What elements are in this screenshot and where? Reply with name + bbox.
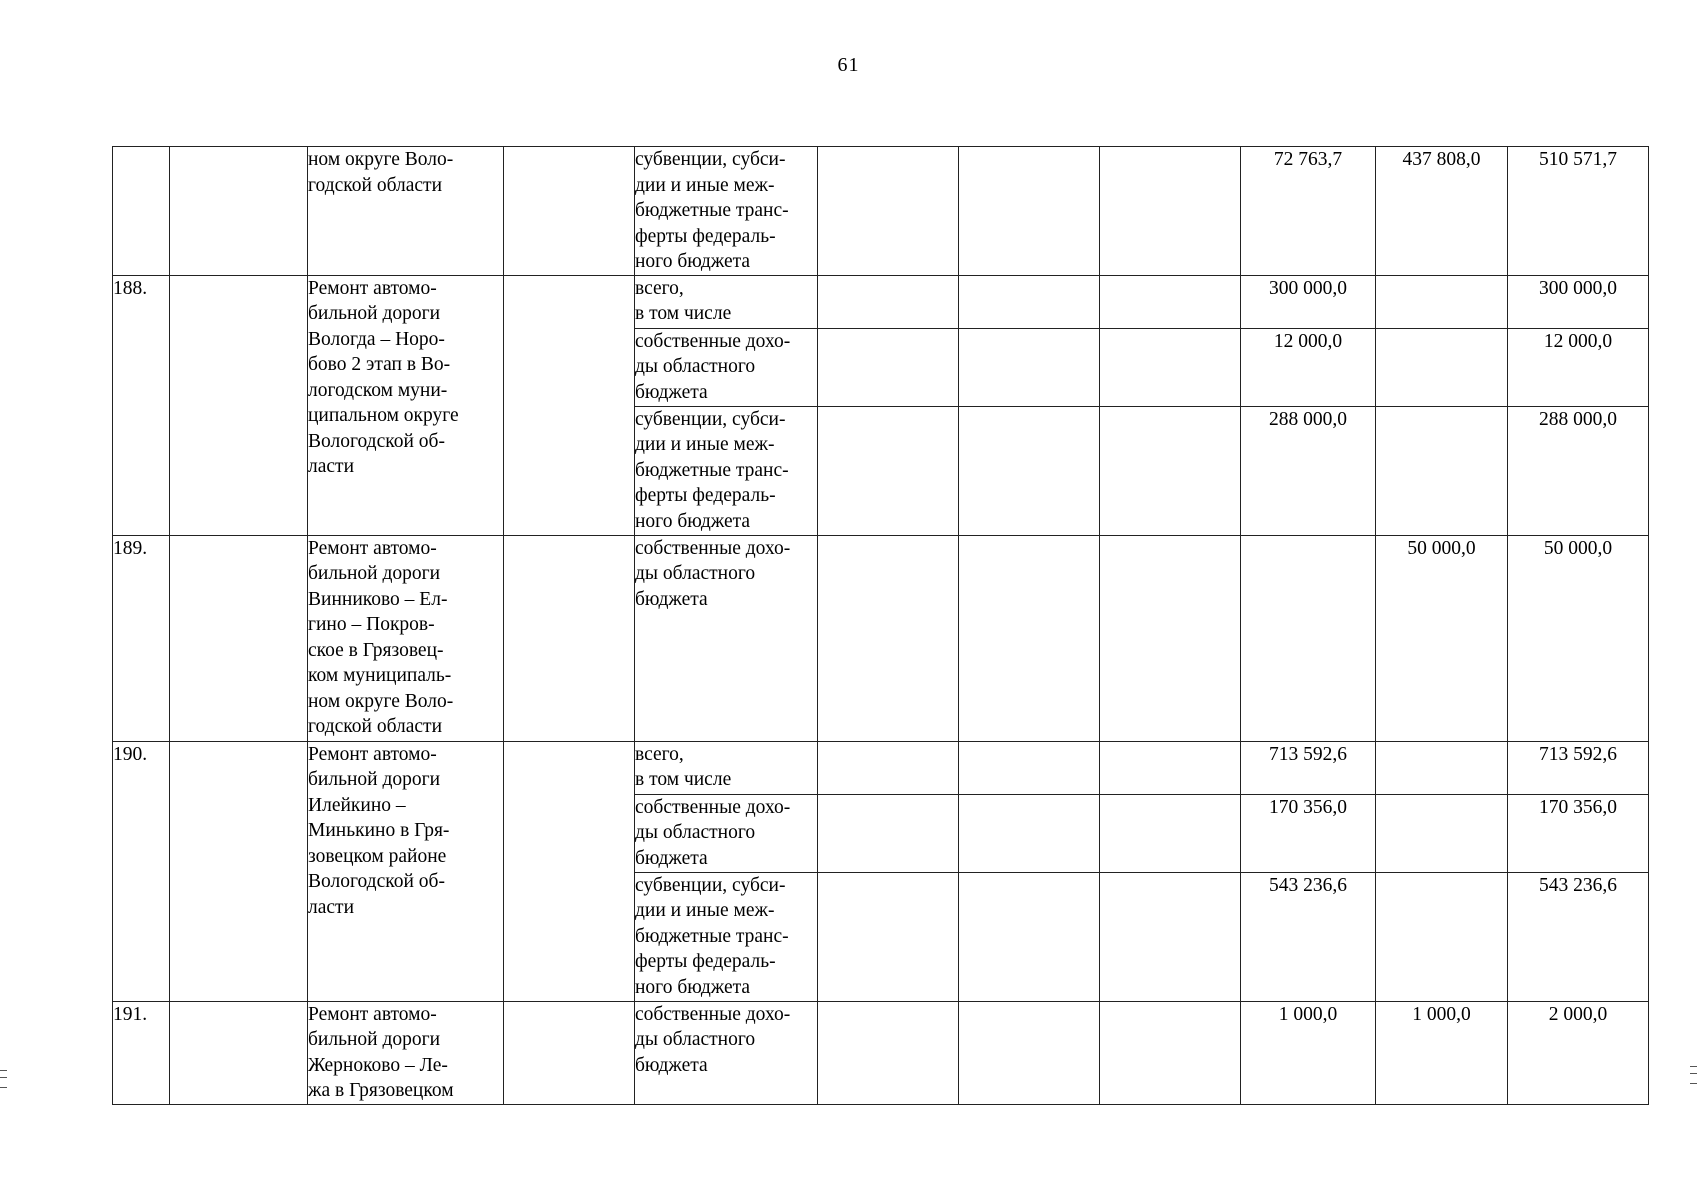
empty-cell	[818, 741, 959, 794]
empty-cell	[504, 741, 635, 1001]
code-cell	[170, 535, 308, 741]
empty-cell	[1100, 741, 1241, 794]
empty-cell	[1100, 406, 1241, 535]
empty-cell	[1100, 794, 1241, 872]
funding-source-cell: собственные дохо- ды областного бюджета	[635, 328, 818, 406]
empty-cell	[959, 794, 1100, 872]
empty-cell	[818, 147, 959, 276]
value-cell-2	[1376, 741, 1508, 794]
funding-source-cell: всего, в том числе	[635, 275, 818, 328]
code-cell	[170, 1001, 308, 1104]
empty-cell	[818, 1001, 959, 1104]
value-cell-2: 437 808,0	[1376, 147, 1508, 276]
empty-cell	[959, 406, 1100, 535]
table-row	[113, 741, 1649, 794]
empty-cell	[959, 1001, 1100, 1104]
empty-cell	[818, 406, 959, 535]
empty-cell	[1100, 328, 1241, 406]
empty-cell	[504, 1001, 635, 1104]
empty-cell	[1100, 275, 1241, 328]
total-cell: 50 000,0	[1508, 535, 1649, 741]
value-cell-1: 288 000,0	[1241, 406, 1376, 535]
total-cell: 713 592,6	[1508, 741, 1649, 794]
funding-source-cell: собственные дохо- ды областного бюджета	[635, 1001, 818, 1104]
total-cell: 510 571,7	[1508, 147, 1649, 276]
total-cell: 170 356,0	[1508, 794, 1649, 872]
empty-cell	[1100, 535, 1241, 741]
empty-cell	[818, 328, 959, 406]
empty-cell	[959, 275, 1100, 328]
row-number-cell	[113, 147, 170, 276]
empty-cell	[504, 275, 635, 535]
value-cell-2: 50 000,0	[1376, 535, 1508, 741]
margin-mark-right	[1690, 1066, 1697, 1084]
empty-cell	[818, 794, 959, 872]
funding-source-cell: субвенции, субси- дии и иные меж- бюджетные транс- ферты федераль- ного бюджета	[635, 872, 818, 1001]
empty-cell	[1100, 872, 1241, 1001]
margin-mark-left	[0, 1070, 7, 1088]
funding-source-cell: собственные дохо- ды областного бюджета	[635, 794, 818, 872]
table-row	[113, 1001, 1649, 1104]
empty-cell	[959, 535, 1100, 741]
empty-cell	[959, 147, 1100, 276]
empty-cell	[959, 872, 1100, 1001]
table-row	[113, 535, 1649, 741]
empty-cell	[818, 535, 959, 741]
empty-cell	[1100, 147, 1241, 276]
empty-cell	[959, 328, 1100, 406]
empty-cell	[504, 535, 635, 741]
code-cell	[170, 741, 308, 1001]
object-name-cell: Ремонт автомо- бильной дороги Винниково – Ел- гино – Покров- ское в Грязовец- ком муниципаль- ном округе Воло- годской области	[308, 535, 504, 741]
value-cell-1: 543 236,6	[1241, 872, 1376, 1001]
empty-cell	[818, 275, 959, 328]
value-cell-1: 713 592,6	[1241, 741, 1376, 794]
object-name-cell: ном округе Воло- годской области	[308, 147, 504, 276]
empty-cell	[959, 741, 1100, 794]
row-number-cell: 188.	[113, 275, 170, 535]
funding-source-cell: собственные дохо- ды областного бюджета	[635, 535, 818, 741]
row-number-cell: 189.	[113, 535, 170, 741]
total-cell: 12 000,0	[1508, 328, 1649, 406]
value-cell-1: 170 356,0	[1241, 794, 1376, 872]
object-name-cell: Ремонт автомо- бильной дороги Илейкино – Минькино в Гря- зовецком районе Вологодской об- ласти	[308, 741, 504, 1001]
empty-cell	[504, 147, 635, 276]
object-name-cell: Ремонт автомо- бильной дороги Жернoково – Ле- жа в Грязовецком	[308, 1001, 504, 1104]
value-cell-2	[1376, 328, 1508, 406]
funding-source-cell: субвенции, субси- дии и иные меж- бюджетные транс- ферты федераль- ного бюджета	[635, 147, 818, 276]
total-cell: 288 000,0	[1508, 406, 1649, 535]
total-cell: 543 236,6	[1508, 872, 1649, 1001]
value-cell-1: 1 000,0	[1241, 1001, 1376, 1104]
table-row	[113, 275, 1649, 328]
value-cell-2	[1376, 794, 1508, 872]
value-cell-2	[1376, 406, 1508, 535]
funding-source-cell: субвенции, субси- дии и иные меж- бюджетные транс- ферты федераль- ного бюджета	[635, 406, 818, 535]
object-name-cell: Ремонт автомо- бильной дороги Вологда – Норо- бово 2 этап в Во- логодском муни- ципальном округе Вологодской об- ласти	[308, 275, 504, 535]
value-cell-1: 300 000,0	[1241, 275, 1376, 328]
value-cell-1: 72 763,7	[1241, 147, 1376, 276]
value-cell-2	[1376, 275, 1508, 328]
page-number: 61	[837, 54, 860, 76]
empty-cell	[818, 872, 959, 1001]
budget-table	[112, 146, 1649, 1105]
total-cell: 300 000,0	[1508, 275, 1649, 328]
code-cell	[170, 275, 308, 535]
table-row	[113, 147, 1649, 276]
total-cell: 2 000,0	[1508, 1001, 1649, 1104]
table-body	[113, 147, 1649, 1105]
empty-cell	[1100, 1001, 1241, 1104]
row-number-cell: 190.	[113, 741, 170, 1001]
value-cell-1	[1241, 535, 1376, 741]
value-cell-2	[1376, 872, 1508, 1001]
code-cell	[170, 147, 308, 276]
funding-source-cell: всего, в том числе	[635, 741, 818, 794]
value-cell-1: 12 000,0	[1241, 328, 1376, 406]
value-cell-2: 1 000,0	[1376, 1001, 1508, 1104]
row-number-cell: 191.	[113, 1001, 170, 1104]
